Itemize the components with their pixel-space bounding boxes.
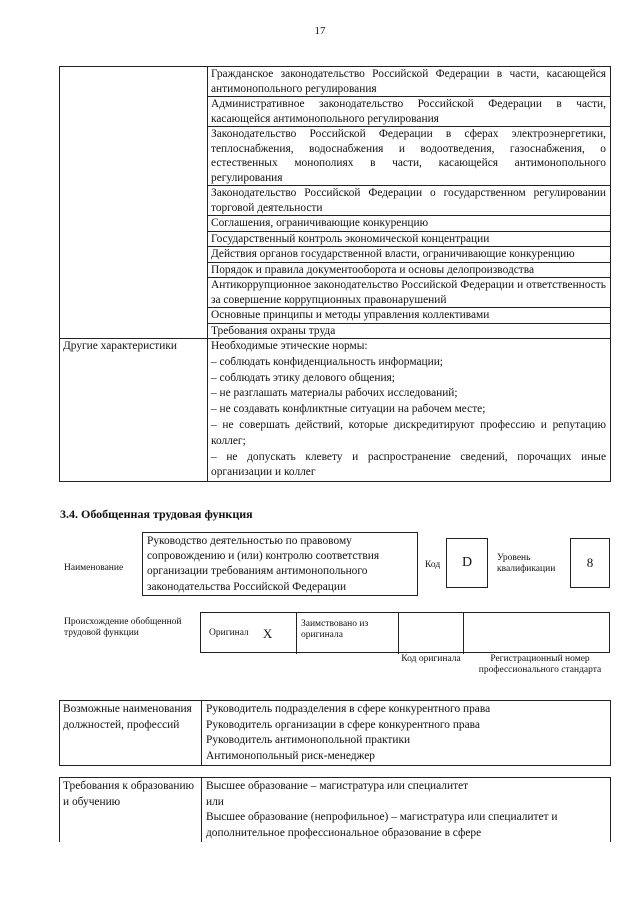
position-item: Руководитель подразделения в сфере конкурентного права [206,703,491,715]
reg-number-label: Регистрационный номер профессионального стандарта [478,654,602,675]
code-original-label: Код оригинала [401,654,461,664]
section-title: 3.4. Обобщенная трудовая функция [60,507,253,521]
position-item: Руководитель организации в сфере конкурентного права [206,718,480,731]
knowledge-item: Гражданское законодательство Российской Федерации в части, касающейся антимонопольного регулирования [211,68,606,95]
knowledge-item: Административное законодательство Российской Федерации в части, касающейся антимонопольного регулирования [208,96,610,126]
knowledge-table [59,66,611,482]
knowledge-item: Требования охраны труда [208,323,610,339]
name-label: Наименование [64,563,124,573]
education-line: Высшее образование (непрофильное) – магистратура или специалитет и дополнительное профессиональное образование в сфере [206,811,558,839]
ethics-line: – соблюдать этику делового общения; [211,371,395,384]
education-label: Требования к образованию и обучению [60,778,202,842]
education-table [59,777,611,842]
position-item: Руководитель антимонопольной практики [206,734,411,746]
education-line: или [206,795,224,808]
level-value-box: 8 [570,538,610,588]
page-number: 17 [314,25,326,37]
code-value-box: D [446,538,488,588]
ethics-line: – не допускать клевету и распространение сведений, порочащих иные организации и коллег [211,450,606,479]
origin-table [200,612,610,653]
position-item: Антимонопольный риск-менеджер [206,749,376,762]
original-cell [201,613,297,654]
knowledge-row [60,67,610,338]
education-list [202,778,610,842]
knowledge-item: Законодательство Российской Федерации о государственном регулировании торговой деятельности [208,185,610,215]
knowledge-item: Соглашения, ограничивающие конкуренцию [208,215,610,231]
knowledge-item: Порядок и правила документооборота и основы делопроизводства [208,262,610,278]
cell-divider [398,613,399,654]
original-mark: X [262,625,273,641]
other-characteristics-label: Другие характеристики [60,339,208,481]
education-line: Высшее образование – магистратура или специалитет [206,780,469,792]
knowledge-item: Законодательство Российской Федерации в сферах электроэнергетики, теплоснабжения, водоснабжения и водоотведения, газоснабжения, о естественных монополиях в части, касающейся антимонопольного регулирования [208,126,610,185]
other-characteristics-row [60,338,610,481]
original-label: Оригинал [209,628,249,638]
positions-table [59,700,611,766]
knowledge-item: Основные принципы и методы управления коллективами [208,307,610,323]
positions-list [202,701,610,765]
origin-label: Происхождение обобщенной трудовой функции [64,617,182,638]
function-name-box: Руководство деятельностью по правовому сопровождению и (или) контролю соответствия организации требованиям антимонопольного законодательства Российской Федерации [142,532,418,596]
ethics-list [208,339,610,481]
ethics-line: – не совершать действий, которые дискредитируют профессию и репутацию коллег; [211,418,606,447]
positions-label: Возможные наименования должностей, профессий [60,701,202,765]
code-label: Код [425,560,441,570]
ethics-line: – соблюдать конфиденциальность информации; [211,355,443,368]
borrowed-label: Заимствовано из оригинала [301,619,369,640]
positions-row [60,701,610,765]
level-label: Уровень квалификации [497,553,556,574]
cell-divider [463,613,464,654]
ethics-line: – не разглашать материалы рабочих исследований; [211,387,458,400]
knowledge-item: Государственный контроль экономической концентрации [208,231,610,247]
origin-baseline [200,652,610,653]
ethics-line: Необходимые этические нормы: [211,340,368,352]
knowledge-row-label [60,67,208,338]
knowledge-item: Действия органов государственной власти, ограничивающие конкуренцию [208,246,610,262]
knowledge-item: Антикоррупционное законодательство Российской Федерации и ответственность за совершение коррупционных правонарушений [208,277,610,307]
education-row [60,778,610,842]
knowledge-list [208,67,610,338]
ethics-line: – не создавать конфликтные ситуации на рабочем месте; [211,403,486,416]
